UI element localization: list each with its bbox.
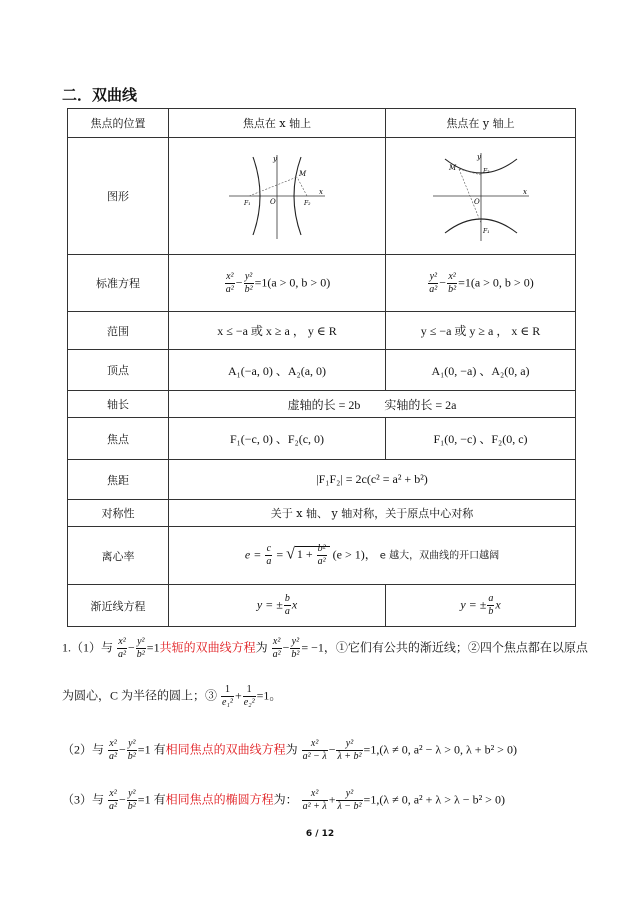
table-row-focus xyxy=(68,418,576,460)
note-3: （3）与 $\frac{\text{x²}}{\text{a²}}$ − $\frac{\text{y²}}{\text{b²}}$ =1 有相同焦点的椭圆方程为： $\frac{\text{x²}}{\text{a² + λ}}$ + $\frac{\text{y²}}{\text{λ − b²}}$ =1,(λ ≠ 0, a² + λ > λ − b² > 0) xyxy=(62,788,505,812)
row-label-std-eq: 标准方程 xyxy=(68,255,169,312)
row-label-figure: 图形 xyxy=(68,138,169,255)
graph-x-label-y: y xyxy=(273,155,277,163)
note-3-tail: =1,(λ ≠ 0, a² + λ > λ − b² > 0) xyxy=(363,792,505,807)
note-1-line2-lead: 为圆心，C 为半径的圆上；③ xyxy=(62,688,218,703)
graph-y-label-xaxis: x xyxy=(522,188,527,196)
note-1-line-1: 1.（1）与 $\frac{\text{x²}}{\text{a²}}$ − $\frac{\text{y²}}{\text{b²}}$ =1共轭的双曲线方程为 $\frac{\text{x²}}{\text{a²}}$ − $\frac{\text{y²}}{\text{b²}}$ = −1，①它们有公共的渐近线；②四个焦点都在以原点 xyxy=(62,636,588,660)
table-row-vertex xyxy=(68,350,576,391)
note-1-line2-tail: =1。 xyxy=(256,688,282,703)
ecc-lead: e = xyxy=(244,547,262,562)
row-label-symmetry: 对称性 xyxy=(68,500,169,527)
graph-x-label-f2: F₂ xyxy=(304,200,311,207)
focal-dist-value: |F₁F₂| = 2c(c² = a² + b²) xyxy=(169,460,576,500)
graph-y-label-f1: F₁ xyxy=(482,228,490,235)
eccentricity-value: e = $\frac{c}{a}$ = √ 1 + $\frac{\text{b²}}{\text{a²}}$ (e > 1)， e 越大，双曲线的开口越阔 xyxy=(169,527,576,585)
row-label-focal-dist: 焦距 xyxy=(68,460,169,500)
hyperbola-x-graph xyxy=(227,151,327,241)
range-y: y ≤ −a 或 y ≥ a ， x ∈ R xyxy=(386,312,576,350)
focus-x: F₁(−c, 0) 、F₂(c, 0) xyxy=(169,418,386,460)
table-row-figure xyxy=(68,138,576,255)
note-3-eq: =1 有 xyxy=(137,792,166,807)
table-row-eccentricity xyxy=(68,527,576,585)
note-3-lead: （3）与 xyxy=(62,792,105,807)
row-label-range: 范围 xyxy=(68,312,169,350)
graph-x-label-f1: F₁ xyxy=(244,200,251,207)
page-number: 6 / 12 xyxy=(305,829,335,839)
graph-x-label-m: M xyxy=(299,170,307,178)
graph-x-label-o: O xyxy=(270,198,276,206)
note-3-wei: 为： xyxy=(273,792,298,807)
note-2-tail: =1,(λ ≠ 0, a² − λ > 0, λ + b² > 0) xyxy=(363,742,517,757)
section-title: 二．双曲线 xyxy=(62,86,138,104)
table-row-std-eq xyxy=(68,255,576,312)
note-1-red: 共轭的双曲线方程 xyxy=(159,640,256,655)
std-eq-y: $\frac{\text{y²}}{\text{a²}}$ − $\frac{\text{x²}}{\text{b²}}$ =1(a > 0, b > 0) xyxy=(386,255,576,312)
graph-x-label-xaxis: x xyxy=(319,188,323,196)
header-x-axis: 焦点在 x 轴上 xyxy=(169,109,386,138)
note-1-lead: 1.（1）与 xyxy=(62,640,114,655)
note-2-red: 相同焦点的双曲线方程 xyxy=(165,742,286,757)
note-2-lead: （2）与 xyxy=(62,742,105,757)
header-position: 焦点的位置 xyxy=(68,109,169,138)
row-label-axis-len: 轴长 xyxy=(68,391,169,418)
symmetry-value: 关于 x 轴、 y 轴对称，关于原点中心对称 xyxy=(169,500,576,527)
note-1-eq: =1 xyxy=(146,640,160,655)
ecc-note: e 越大，双曲线的开口越阔 xyxy=(379,550,500,562)
note-2-eq: =1 有 xyxy=(137,742,166,757)
graph-cell-x xyxy=(169,138,386,255)
table-row-asymptote xyxy=(68,585,576,627)
asym-x-lead: y = ± xyxy=(256,597,283,612)
vertex-x: A₁(−a, 0) 、A₂(a, 0) xyxy=(169,350,386,391)
note-2: （2）与 $\frac{\text{x²}}{\text{a²}}$ − $\frac{\text{y²}}{\text{b²}}$ =1 有相同焦点的双曲线方程为 $\frac{\text{x²}}{\text{a² − λ}}$ − $\frac{\text{y²}}{\text{λ + b²}}$ =1,(λ ≠ 0, a² − λ > 0, λ + b² > 0) xyxy=(62,738,517,762)
note-1-wei: 为 xyxy=(255,640,268,655)
note-1-line-2: 为圆心，C 为半径的圆上；③ $\frac{1}{\text{e₁²}}$ + $\frac{1}{\text{e₂²}}$ =1。 xyxy=(62,684,282,708)
std-eq-y-tail: =1(a > 0, b > 0) xyxy=(458,274,534,289)
row-label-focus: 焦点 xyxy=(68,418,169,460)
asym-y-lead: y = ± xyxy=(460,597,487,612)
note-2-wei: 为 xyxy=(285,742,298,757)
graph-cell-y xyxy=(386,138,576,255)
row-label-asymptote: 渐近线方程 xyxy=(68,585,169,627)
ecc-tail: (e > 1)， xyxy=(332,547,377,562)
ecc-mid: = xyxy=(276,547,284,562)
std-eq-x-tail: =1(a > 0, b > 0) xyxy=(254,274,331,289)
range-x: x ≤ −a 或 x ≥ a ， y ∈ R xyxy=(169,312,386,350)
table-row-range xyxy=(68,312,576,350)
graph-y-label-o: O xyxy=(473,198,480,206)
axis-len-value: 虚轴的长 = 2b 实轴的长 = 2a xyxy=(169,391,576,418)
hyperbola-properties-table xyxy=(67,108,576,627)
row-label-vertex: 顶点 xyxy=(68,350,169,391)
note-1-tail: = −1，①它们有公共的渐近线；②四个焦点都在以原点 xyxy=(301,640,588,655)
table-row-symmetry xyxy=(68,500,576,527)
table-row-header xyxy=(68,109,576,138)
header-y-axis: 焦点在 y 轴上 xyxy=(386,109,576,138)
vertex-y: A₁(0, −a) 、A₂(0, a) xyxy=(386,350,576,391)
hyperbola-y-graph xyxy=(431,149,531,243)
graph-y-label-y: y xyxy=(476,153,481,161)
focus-y: F₁(0, −c) 、F₂(0, c) xyxy=(386,418,576,460)
table-row-axis-len xyxy=(68,391,576,418)
asymptote-y: y = ± $\frac{a}{b}$ x xyxy=(386,585,576,627)
table-row-focal-dist xyxy=(68,460,576,500)
row-label-eccentricity: 离心率 xyxy=(68,527,169,585)
graph-y-label-f2: F₂ xyxy=(482,168,490,175)
std-eq-x: $\frac{\text{x²}}{\text{a²}}$ − $\frac{\text{y²}}{\text{b²}}$ =1(a > 0, b > 0) xyxy=(169,255,386,312)
graph-y-label-m: M xyxy=(448,164,456,172)
asymptote-x: y = ± $\frac{b}{a}$ x xyxy=(169,585,386,627)
note-3-red: 相同焦点的椭圆方程 xyxy=(165,792,274,807)
